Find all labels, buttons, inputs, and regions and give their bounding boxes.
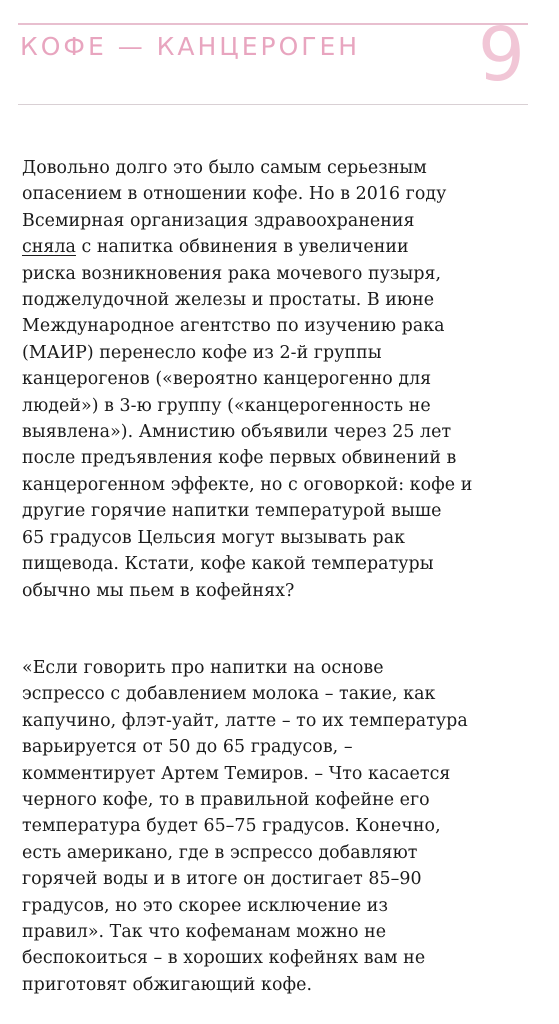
- header-divider: [18, 104, 528, 105]
- paragraph-line: Международное агентство по изучению рака: [22, 316, 445, 337]
- paragraph-line: беспокоиться – в хороших кофейнях вам не: [22, 948, 426, 969]
- paragraph-line: градусов, но это скорее исключение из: [22, 895, 388, 916]
- paragraph-line: Всемирная организация здравоохранения: [22, 210, 415, 231]
- paragraph-line: варьируется от 50 до 65 градусов, –: [22, 737, 353, 758]
- who-source-link[interactable]: сняла: [22, 237, 76, 258]
- paragraph-line: есть американо, где в эспрессо добавляют: [22, 842, 418, 863]
- paragraph-line: после предъявления кофе первых обвинений в: [22, 448, 457, 469]
- paragraph-2-quote: [22, 655, 532, 998]
- paragraph-line: [22, 234, 532, 260]
- paragraph-line: канцерогенном эффекте, но с оговоркой: кофе и: [22, 474, 473, 495]
- paragraph-line: риска возникновения рака мочевого пузыря,: [22, 263, 442, 284]
- paragraph-line: Довольно долго это было самым серьезным: [22, 158, 427, 178]
- paragraph-line: поджелудочной железы и простаты. В июне: [22, 290, 435, 311]
- paragraph-line: обычно мы пьем в кофейнях?: [22, 580, 295, 601]
- paragraph-line: правил». Так что кофеманам можно не: [22, 922, 387, 943]
- paragraph-line: эспрессо с добавлением молока – такие, как: [22, 684, 436, 705]
- paragraph-line-text: с напитка обвинения в увеличении: [75, 237, 409, 258]
- paragraph-line: другие горячие напитки температурой выше: [22, 501, 442, 522]
- paragraph-1: [22, 155, 532, 604]
- paragraph-line: «Если говорить про напитки на основе: [22, 658, 384, 678]
- paragraph-line: 65 градусов Цельсия могут вызывать рак: [22, 527, 406, 548]
- paragraph-line: людей») в 3-ю группу («канцерогенность не: [22, 395, 431, 416]
- paragraph-line: капучино, флэт-уайт, латте – то их температура: [22, 710, 468, 731]
- paragraph-line: (МАИР) перенесло кофе из 2-й группы: [22, 342, 382, 363]
- paragraph-line: выявлена»). Амнистию объявили через 25 лет: [22, 422, 452, 443]
- section-number: 9: [477, 12, 525, 98]
- paragraph-line: пищевода. Кстати, кофе какой температуры: [22, 554, 434, 575]
- paragraph-line: температура будет 65–75 градусов. Конечно,: [22, 816, 441, 837]
- paragraph-line: черного кофе, то в правильной кофейне его: [22, 790, 430, 811]
- paragraph-line: комментирует Артем Темиров. – Что касается: [22, 763, 451, 784]
- paragraph-line: канцерогенов («вероятно канцерогенно для: [22, 369, 432, 390]
- paragraph-line: горячей воды и в итоге он достигает 85–90: [22, 869, 422, 890]
- paragraph-line: опасением в отношении кофе. Но в 2016 году: [22, 184, 447, 205]
- section-title: КОФЕ — КАНЦЕРОГЕН: [20, 32, 361, 61]
- top-divider: [18, 23, 528, 25]
- paragraph-line: приготовят обжигающий кофе.: [22, 974, 313, 995]
